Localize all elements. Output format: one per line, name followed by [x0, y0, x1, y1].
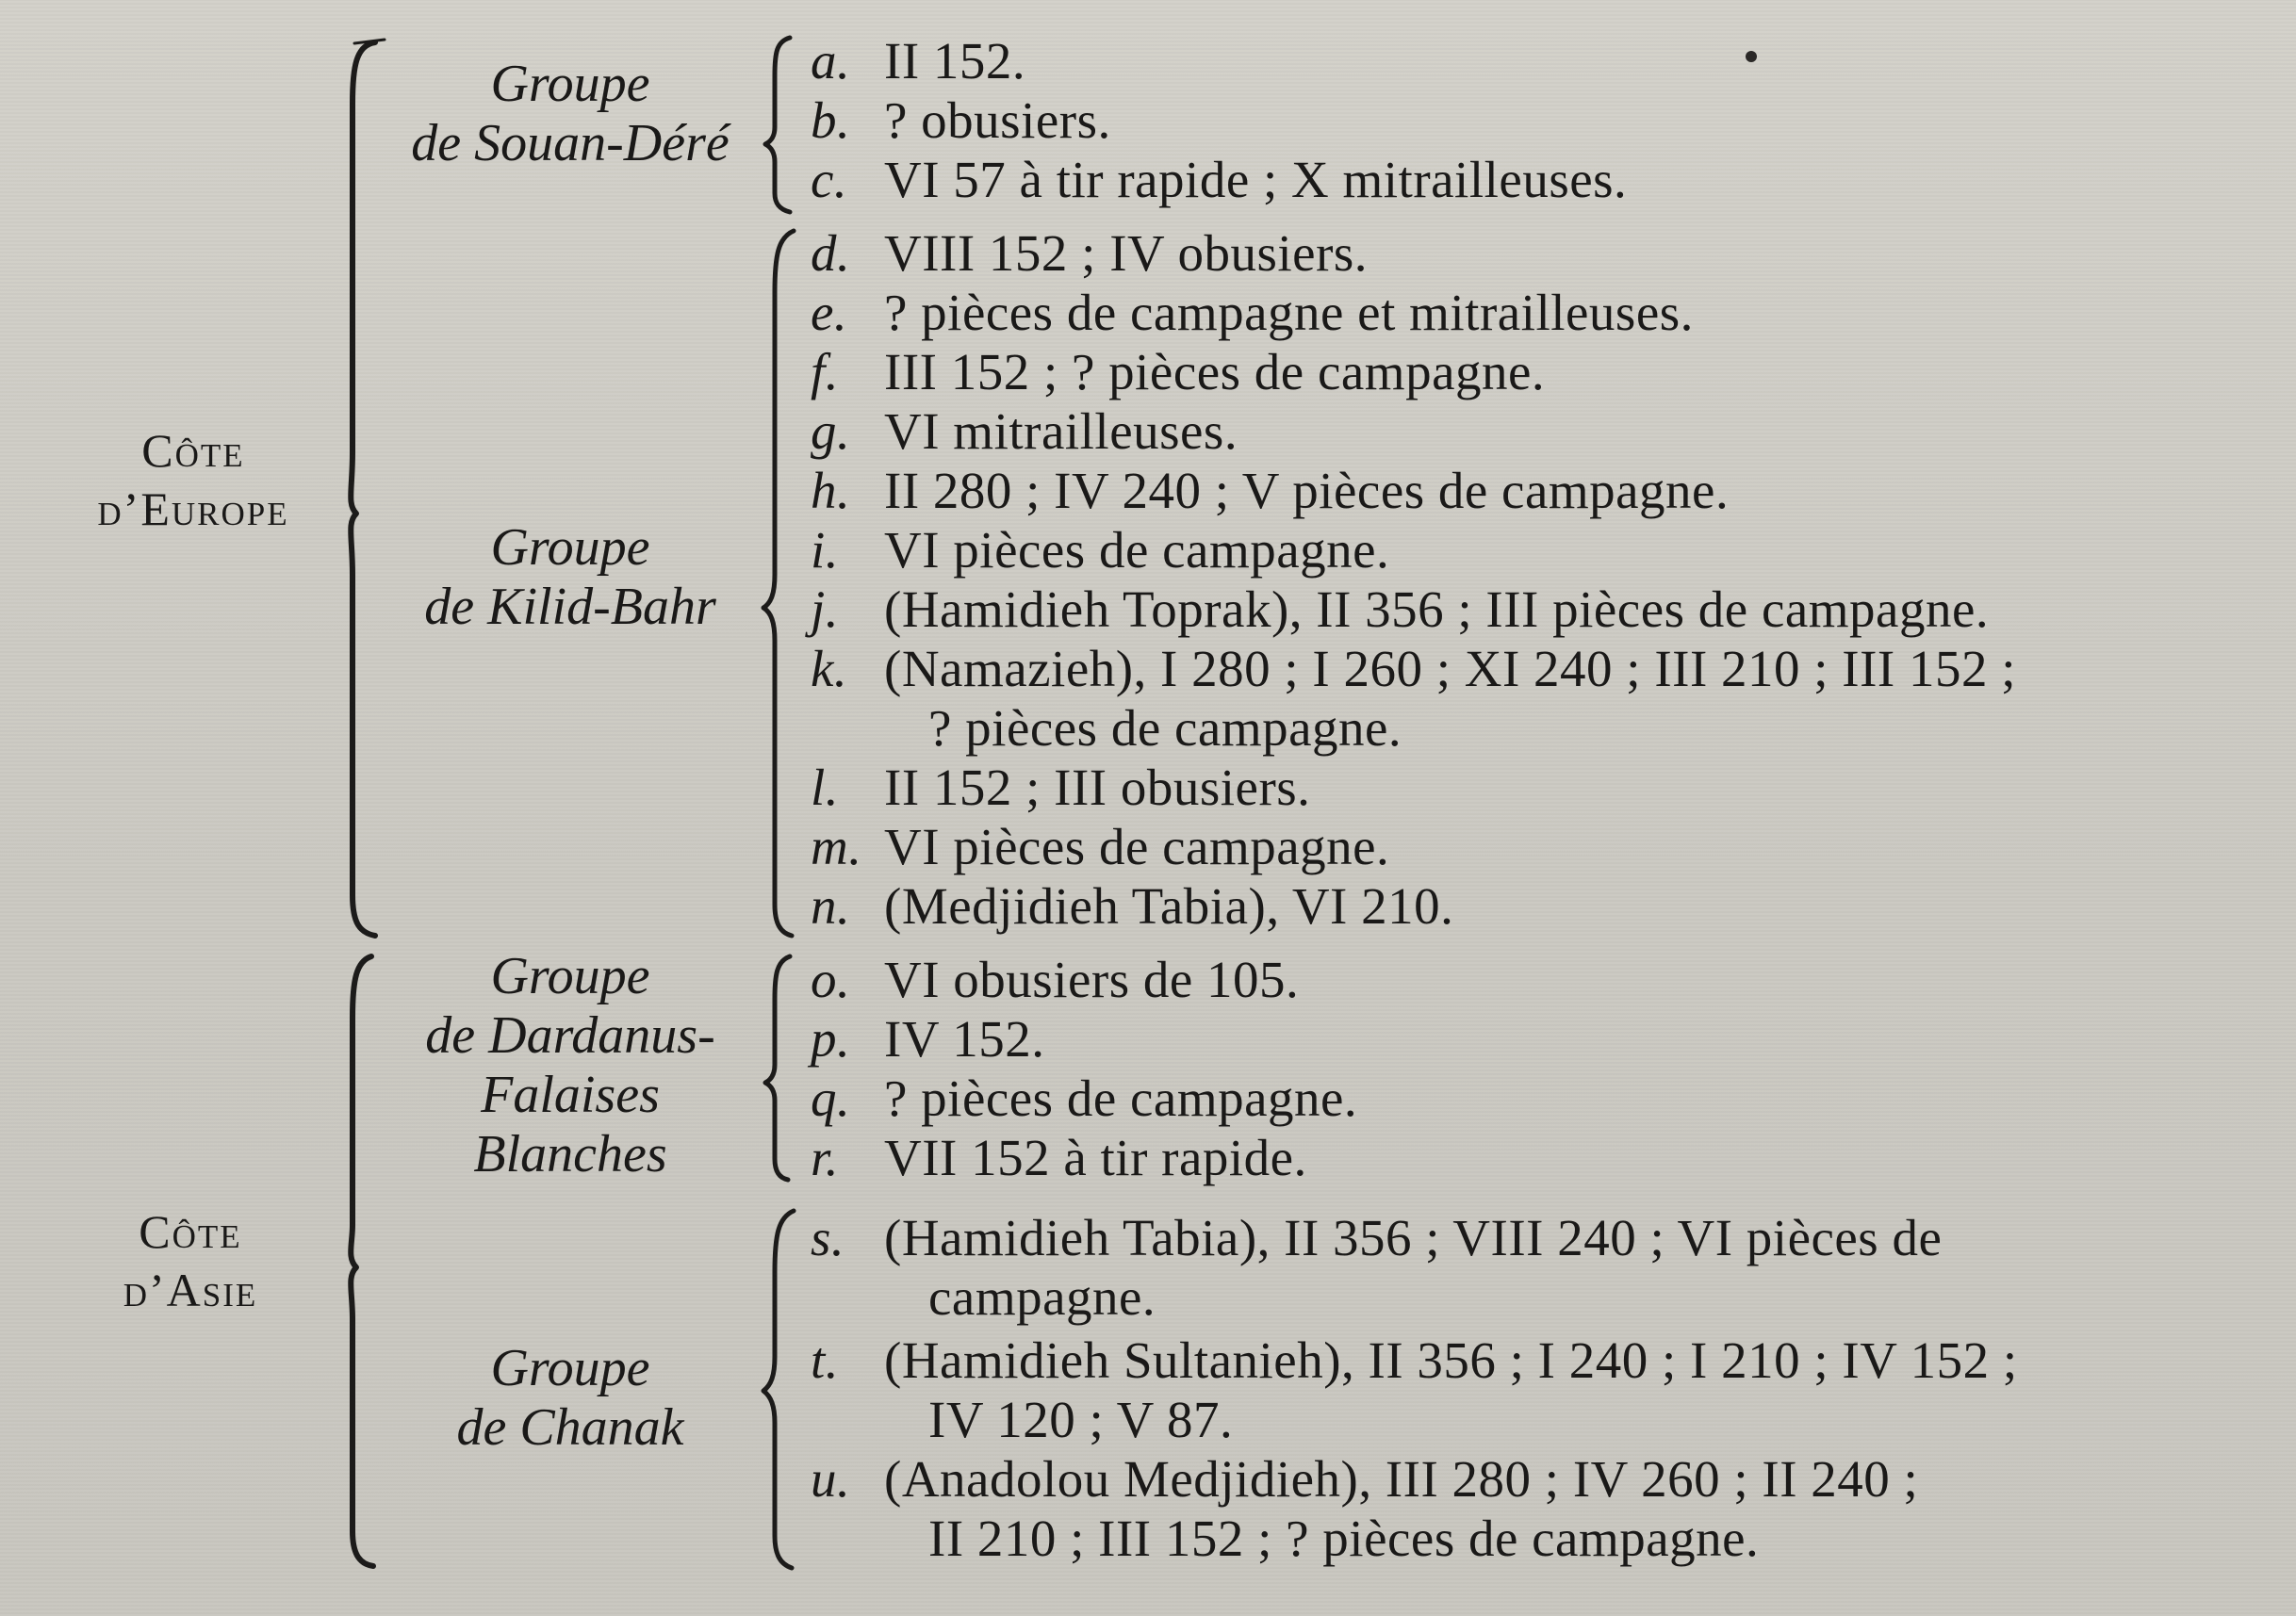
brace-asie: [351, 956, 373, 1566]
entry-letter: q.: [811, 1069, 851, 1127]
entry-letter: r.: [811, 1129, 840, 1186]
entry-text: III 152 ; ? pièces de campagne.: [884, 343, 1546, 400]
entry-text: IV 152.: [884, 1010, 1045, 1068]
entry-text: VI 57 à tir rapide ; X mitrailleuses.: [884, 151, 1628, 208]
entry-letter: j.: [811, 580, 840, 638]
entry-text: VI mitrailleuses.: [884, 402, 1238, 460]
entry-letter: e.: [811, 284, 848, 341]
entry-letter: k.: [811, 640, 848, 697]
entry-letter: f.: [811, 343, 840, 400]
entry-letter: b.: [811, 91, 851, 149]
group-label-line: Groupe: [490, 55, 650, 113]
entry-letter: g.: [811, 402, 851, 460]
entry-letter: c.: [811, 151, 848, 208]
group-label-line: de Souan-Déré: [411, 114, 730, 172]
side-label-line: d’Asie: [123, 1264, 258, 1316]
entry-text: VI pièces de campagne.: [884, 521, 1390, 579]
entry-continuation: II 210 ; III 152 ; ? pièces de campagne.: [928, 1510, 1760, 1567]
group-label-line: Falaises: [481, 1066, 660, 1124]
entry-text: ? pièces de campagne et mitrailleuses.: [884, 284, 1694, 341]
group-label-line: Groupe: [490, 518, 650, 577]
entry-text: VI pièces de campagne.: [884, 818, 1390, 875]
entry-text: (Hamidieh Toprak), II 356 ; III pièces de campagne.: [884, 580, 1990, 638]
brace-europe: [351, 42, 375, 936]
entry-text: (Medjidieh Tabia), VI 210.: [884, 877, 1454, 935]
entry-text: VIII 152 ; IV obusiers.: [884, 224, 1369, 282]
entry-letter: s.: [811, 1209, 845, 1266]
entry-text: II 280 ; IV 240 ; V pièces de campagne.: [884, 462, 1730, 519]
brace-souan: [765, 38, 790, 212]
entry-letter: l.: [811, 759, 840, 816]
entry-text: ? obusiers.: [884, 91, 1111, 149]
entry-continuation: campagne.: [928, 1268, 1156, 1326]
entry-text: (Anadolou Medjidieh), III 280 ; IV 260 ; II 240 ;: [884, 1450, 1919, 1508]
brace-dardanus: [765, 956, 790, 1180]
entry-text: (Hamidieh Tabia), II 356 ; VIII 240 ; VI pièces de: [884, 1209, 1943, 1266]
group-label-line: Blanches: [473, 1125, 667, 1183]
entry-letter: u.: [811, 1450, 851, 1508]
side-label-line: d’Europe: [97, 482, 289, 535]
entry-text: (Namazieh), I 280 ; I 260 ; XI 240 ; III 210 ; III 152 ;: [884, 640, 2017, 697]
ink-speck: [1746, 51, 1757, 62]
brace-chanak: [763, 1211, 794, 1568]
group-label-line: Groupe: [490, 1339, 650, 1397]
entry-letter: h.: [811, 462, 851, 519]
group-label-line: de Chanak: [456, 1398, 684, 1457]
entry-text: II 152 ; III obusiers.: [884, 759, 1311, 816]
group-label-line: Groupe: [490, 947, 650, 1005]
entry-text: II 152.: [884, 32, 1026, 90]
group-label-line: de Kilid-Bahr: [424, 578, 716, 636]
group-label-line: de Dardanus-: [425, 1006, 715, 1065]
brace-kilid: [763, 231, 794, 936]
entry-letter: i.: [811, 521, 840, 579]
side-label-line: Côte: [139, 1205, 242, 1258]
entry-letter: m.: [811, 818, 862, 875]
brace-europe-tip: [354, 40, 385, 43]
entry-text: (Hamidieh Sultanieh), II 356 ; I 240 ; I 210 ; IV 152 ;: [884, 1331, 2018, 1389]
entry-text: VI obusiers de 105.: [884, 951, 1300, 1008]
side-label-line: Côte: [141, 424, 245, 477]
entry-text: VII 152 à tir rapide.: [884, 1129, 1307, 1186]
entry-letter: a.: [811, 32, 851, 90]
entry-letter: t.: [811, 1331, 840, 1389]
entry-continuation: IV 120 ; V 87.: [928, 1391, 1234, 1448]
entry-letter: o.: [811, 951, 851, 1008]
entry-text: ? pièces de campagne.: [884, 1069, 1358, 1127]
entry-letter: n.: [811, 877, 851, 935]
entry-letter: d.: [811, 224, 851, 282]
entry-letter: p.: [811, 1010, 851, 1068]
entry-continuation: ? pièces de campagne.: [928, 699, 1402, 757]
